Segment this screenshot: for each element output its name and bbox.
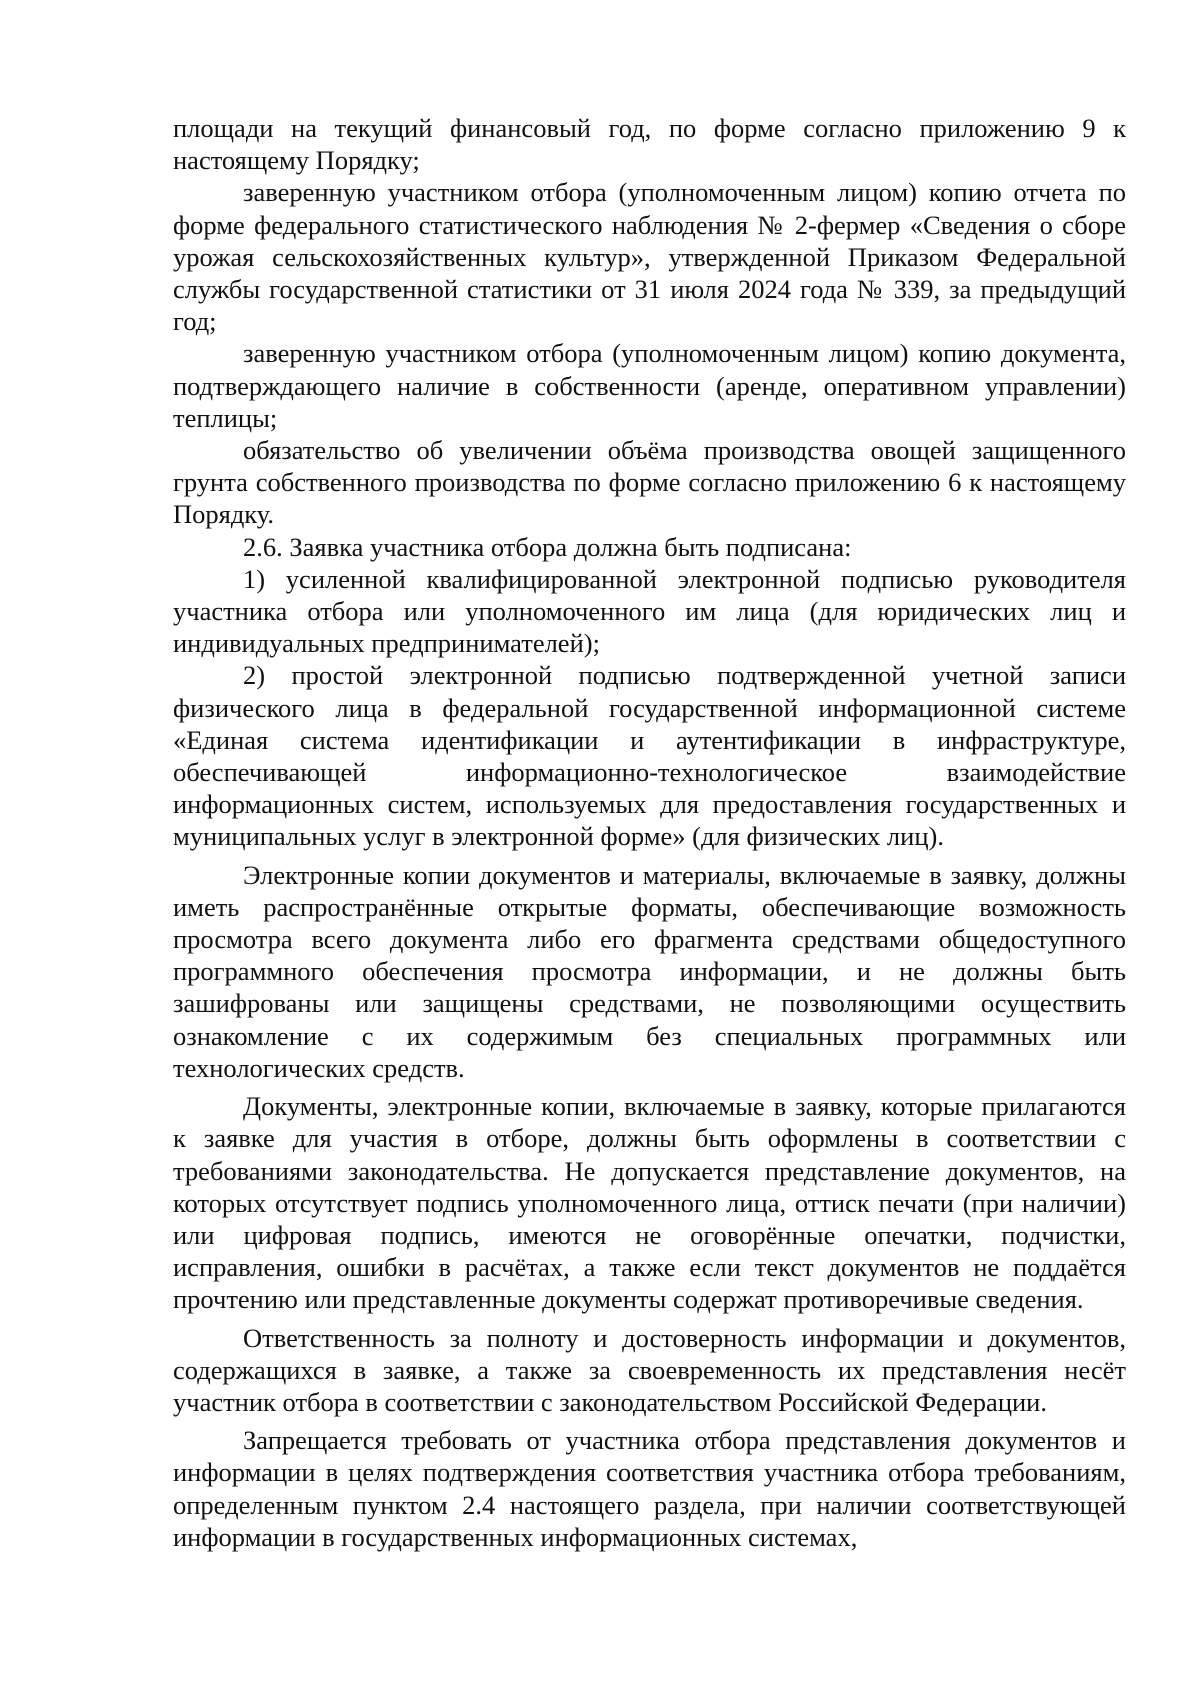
paragraph-section-2-6: 2.6. Заявка участника отбора должна быть подписана: <box>243 531 852 562</box>
paragraph-item-2: 2) простой электронной подписью подтвержденной учетной записи физического лица в федеральной государственной информационной системе «Единая система идентификации и аутентификации в инфраструктуре, обеспечивающей информационно-технологическое взаимодействие информационных систем, используемых для предоставления государственных и муниципальных услуг в электронной форме» (для физических лиц). <box>173 660 1126 852</box>
paragraph-report-copy: заверенную участником отбора (уполномоченным лицом) копию отчета по форме федерального статистического наблюдения № 2-фермер «Сведения о сборе урожая сельскохозяйственных культур», утвержденной Приказом Федеральной службы государственной статистики от 31 июля 2024 года № 339, за предыдущий год; <box>173 177 1126 337</box>
paragraph-item-1: 1) усиленной квалифицированной электронной подписью руководителя участника отбора или уполномоченного им лица (для юридических лиц и индивидуальных предпринимателей); <box>173 563 1126 659</box>
paragraph-documents-requirements: Документы, электронные копии, включаемые в заявку, которые прилагаются к заявке для участия в отборе, должны быть оформлены в соответствии с требованиями законодательства. Не допускается представление документов, на которых отсутствует подпись уполномоченного лица, оттиск печати (при наличии) или цифровая подпись, имеются не оговорённые опечатки, подчистки, исправления, ошибки в расчётах, а также если текст документов не поддаётся прочтению или представленные документы содержат противоречивые сведения. <box>173 1091 1126 1315</box>
paragraph-continuation: площади на текущий финансовый год, по форме согласно приложению 9 к настоящему Порядку; <box>173 113 1126 176</box>
document-page <box>173 112 1126 1553</box>
paragraph-greenhouse-document: заверенную участником отбора (уполномоченным лицом) копию документа, подтверждающего наличие в собственности (аренде, оперативном управлении) теплицы; <box>173 338 1126 433</box>
paragraph-responsibility: Ответственность за полноту и достоверность информации и документов, содержащихся в заявке, а также за своевременность их представления несёт участник отбора в соответствии с законодательством Российской Федерации. <box>173 1322 1126 1417</box>
paragraph-obligation: обязательство об увеличении объёма производства овощей защищенного грунта собственного производства по форме согласно приложению 6 к настоящему Порядку. <box>173 435 1126 530</box>
paragraph-electronic-copies: Электронные копии документов и материалы, включаемые в заявку, должны иметь распространённые открытые форматы, обеспечивающие возможность просмотра всего документа либо его фрагмента средствами общедоступного программного обеспечения просмотра информации, и не должны быть зашифрованы или защищены средствами, не позволяющими осуществить ознакомление с их содержимым без специальных программных или технологических средств. <box>173 859 1126 1083</box>
paragraph-prohibition: Запрещается требовать от участника отбора представления документов и информации в целях подтверждения соответствия участника отбора требованиям, определенным пунктом 2.4 настоящего раздела, при наличии соответствующей информации в государственных информационных системах, <box>173 1425 1126 1552</box>
